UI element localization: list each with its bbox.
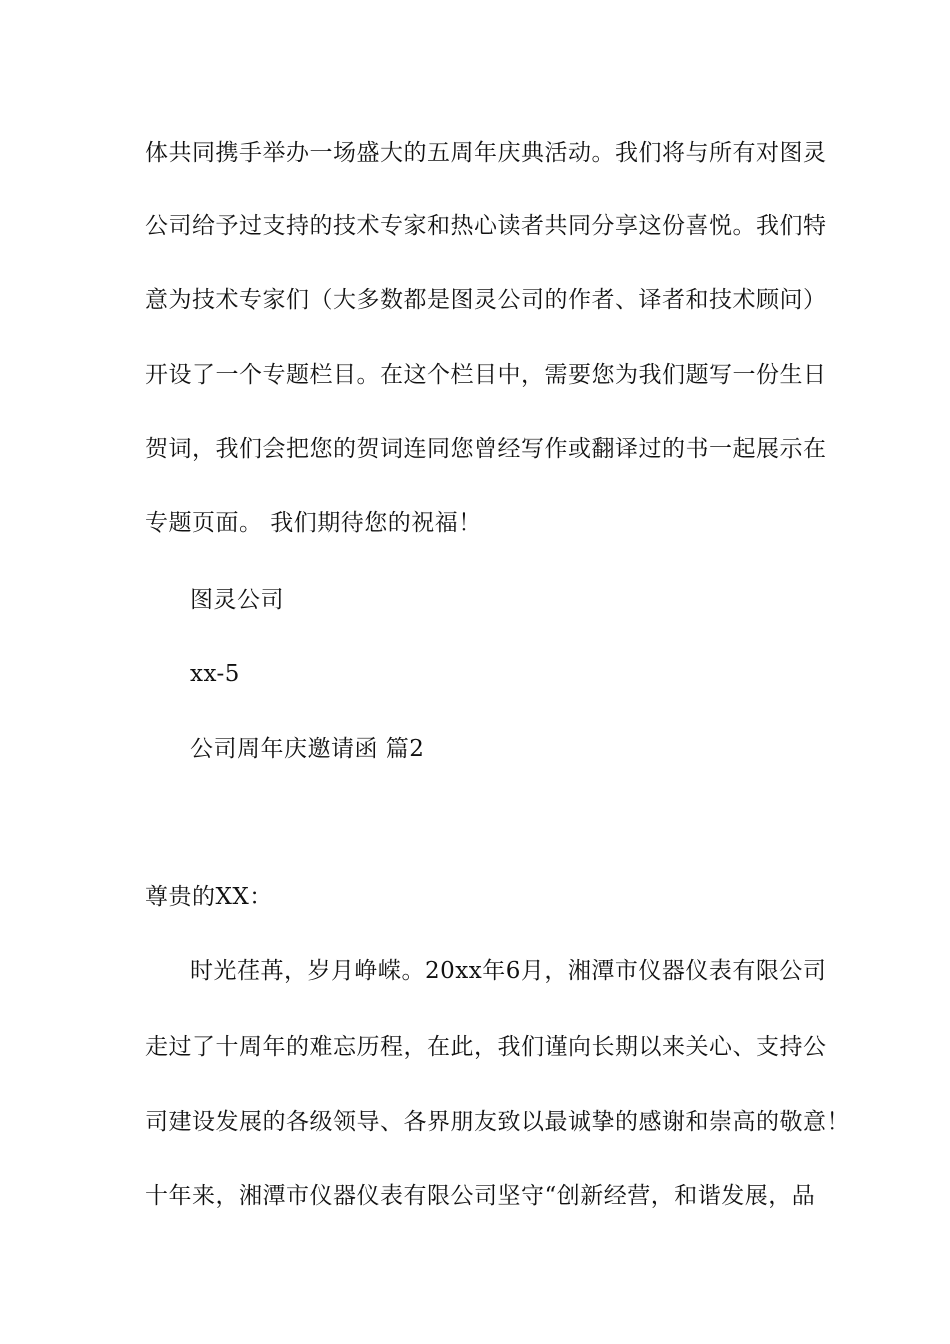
body-text-line: 十年来，湘潭市仪器仪表有限公司坚守“创新经营，和谐发展，品 bbox=[145, 1183, 816, 1209]
section-heading: 公司周年庆邀请函 篇2 bbox=[190, 736, 425, 762]
body-text-line: 司建设发展的各级领导、各界朋友致以最诚挚的感谢和崇高的敬意！ bbox=[145, 1109, 850, 1135]
body-text-line: 时光荏苒，岁月峥嵘。20xx年6月，湘潭市仪器仪表有限公司 bbox=[190, 958, 827, 984]
signature-company: 图灵公司 bbox=[190, 587, 284, 613]
body-text-line: 走过了十周年的难忘历程，在此，我们谨向长期以来关心、支持公 bbox=[145, 1034, 827, 1060]
body-text-line: 贺词，我们会把您的贺词连同您曾经写作或翻译过的书一起展示在 bbox=[145, 436, 827, 462]
body-text-line: 专题页面。 我们期待您的祝福！ bbox=[145, 510, 482, 536]
body-text-line: 开设了一个专题栏目。在这个栏目中，需要您为我们题写一份生日 bbox=[145, 362, 827, 388]
signature-date: xx-5 bbox=[190, 661, 240, 687]
salutation: 尊贵的XX： bbox=[145, 884, 273, 910]
body-text-line: 意为技术专家们（大多数都是图灵公司的作者、译者和技术顾问） bbox=[145, 287, 827, 313]
body-text-line: 体共同携手举办一场盛大的五周年庆典活动。我们将与所有对图灵 bbox=[145, 140, 827, 166]
body-text-line: 公司给予过支持的技术专家和热心读者共同分享这份喜悦。我们特 bbox=[145, 213, 827, 239]
